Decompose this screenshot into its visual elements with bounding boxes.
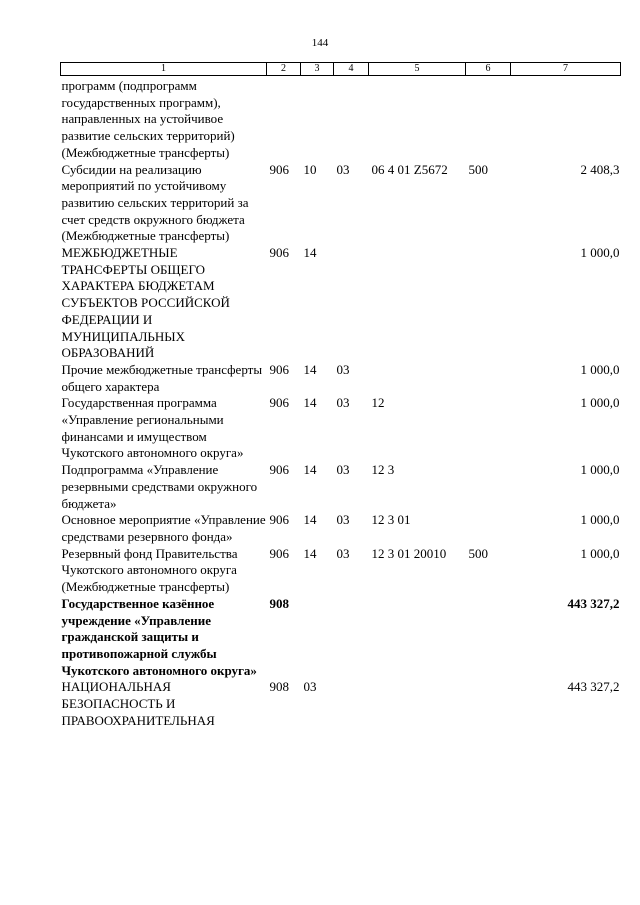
column-header-3: 3 xyxy=(301,63,334,76)
subsection-code-cell: 03 xyxy=(336,395,350,411)
section-code-cell xyxy=(301,76,334,162)
chapter-code-cell: 906 xyxy=(269,462,289,478)
subsection-code-cell xyxy=(334,245,369,362)
chapter-code-cell: 906 xyxy=(269,545,289,561)
chapter-code-cell: 908 xyxy=(269,679,289,695)
table-row xyxy=(61,76,621,162)
expense-type-cell xyxy=(466,512,511,545)
table-row xyxy=(61,596,621,680)
table-row xyxy=(61,162,621,246)
amount-cell: 1 000,0 xyxy=(580,512,620,528)
subsection-code-cell xyxy=(334,596,369,680)
expense-type-cell xyxy=(466,462,511,512)
target-article-cell: 12 3 xyxy=(371,462,395,478)
row-name-cell: МЕЖБЮДЖЕТНЫЕ ТРАНСФЕРТЫ ОБЩЕГО ХАРАКТЕРА БЮДЖЕТАМ СУБЪЕКТОВ РОССИЙСКОЙ ФЕДЕРАЦИИ И МУНИЦИПАЛЬНЫХ ОБРАЗОВАНИЙ xyxy=(61,245,230,361)
amount-cell: 443 327,2 xyxy=(567,595,620,611)
row-name-cell: Подпрограмма «Управление резервными средствами окружного бюджета» xyxy=(61,462,258,511)
amount-cell: 1 000,0 xyxy=(580,245,620,261)
row-name-cell: Резервный фонд Правительства Чукотского автономного округа (Межбюджетные трансферты) xyxy=(61,545,238,595)
column-header-1: 1 xyxy=(61,63,267,76)
subsection-code-cell: 03 xyxy=(336,512,350,528)
row-name-cell: Государственное казённое учреждение «Управление гражданской защиты и противопожарной службы Чукотского автономного округа» xyxy=(61,595,257,678)
target-article-cell xyxy=(369,596,466,680)
column-header-6: 6 xyxy=(466,63,511,76)
chapter-code-cell: 906 xyxy=(269,361,289,377)
table-row xyxy=(61,462,621,512)
amount-cell: 2 408,3 xyxy=(580,161,620,177)
target-article-cell xyxy=(369,245,466,362)
table-row xyxy=(61,245,621,362)
table-row xyxy=(61,512,621,545)
section-code-cell: 14 xyxy=(303,361,317,377)
section-code-cell: 14 xyxy=(303,395,317,411)
expense-type-cell: 500 xyxy=(468,545,488,561)
subsection-code-cell: 03 xyxy=(336,545,350,561)
section-code-cell: 10 xyxy=(303,161,317,177)
section-code-cell: 14 xyxy=(303,545,317,561)
table-header xyxy=(61,63,621,76)
section-code-cell: 03 xyxy=(303,679,317,695)
expense-type-cell xyxy=(466,596,511,680)
row-name-cell: программ (подпрограмм государственных программ), направленных на устойчивое развитие сельских территорий) (Межбюджетные трансферты) xyxy=(61,78,235,160)
column-header-5: 5 xyxy=(369,63,466,76)
chapter-code-cell xyxy=(267,76,301,162)
amount-cell: 1 000,0 xyxy=(580,361,620,377)
subsection-code-cell xyxy=(334,679,369,729)
expense-type-cell xyxy=(466,679,511,729)
budget-table xyxy=(60,62,621,729)
amount-cell: 443 327,2 xyxy=(567,679,620,695)
column-header-4: 4 xyxy=(334,63,369,76)
row-name-cell: НАЦИОНАЛЬНАЯ БЕЗОПАСНОСТЬ И ПРАВООХРАНИТЕЛЬНАЯ xyxy=(61,679,215,728)
chapter-code-cell: 906 xyxy=(269,245,289,261)
target-article-cell xyxy=(369,679,466,729)
table-row xyxy=(61,546,621,596)
target-article-cell: 12 xyxy=(371,395,385,411)
table-row xyxy=(61,679,621,729)
amount-cell: 1 000,0 xyxy=(580,462,620,478)
section-code-cell xyxy=(301,596,334,680)
chapter-code-cell: 906 xyxy=(269,512,289,528)
expense-type-cell xyxy=(466,362,511,395)
target-article-cell xyxy=(369,76,466,162)
expense-type-cell xyxy=(466,76,511,162)
subsection-code-cell: 03 xyxy=(336,462,350,478)
row-name-cell: Прочие межбюджетные трансферты общего характера xyxy=(61,361,263,394)
column-header-7: 7 xyxy=(511,63,621,76)
subsection-code-cell xyxy=(334,76,369,162)
subsection-code-cell: 03 xyxy=(336,161,350,177)
expense-type-cell xyxy=(466,245,511,362)
table-row xyxy=(61,395,621,462)
amount-cell: 1 000,0 xyxy=(580,545,620,561)
row-name-cell: Государственная программа «Управление региональными финансами и имуществом Чукотского автономного округа» xyxy=(61,395,244,461)
target-article-cell: 12 3 01 xyxy=(371,512,411,528)
amount-cell: 1 000,0 xyxy=(580,395,620,411)
expense-type-cell: 500 xyxy=(468,161,488,177)
section-code-cell: 14 xyxy=(303,512,317,528)
table-body xyxy=(61,76,621,730)
chapter-code-cell: 906 xyxy=(269,395,289,411)
table-row xyxy=(61,362,621,395)
target-article-cell: 12 3 01 20010 xyxy=(371,545,447,561)
subsection-code-cell: 03 xyxy=(336,361,350,377)
row-name-cell: Субсидии на реализацию мероприятий по устойчивому развитию сельских территорий за счет средств окружного бюджета (Межбюджетные трансферты) xyxy=(61,161,249,244)
column-number-row xyxy=(61,63,621,76)
target-article-cell: 06 4 01 Z5672 xyxy=(371,161,448,177)
column-header-2: 2 xyxy=(267,63,301,76)
page-number: 144 xyxy=(311,37,329,49)
target-article-cell xyxy=(369,362,466,395)
expense-type-cell xyxy=(466,395,511,462)
chapter-code-cell: 906 xyxy=(269,161,289,177)
section-code-cell: 14 xyxy=(303,462,317,478)
section-code-cell: 14 xyxy=(303,245,317,261)
row-name-cell: Основное мероприятие «Управление средствами резервного фонда» xyxy=(61,512,266,544)
chapter-code-cell: 908 xyxy=(269,595,289,611)
amount-cell xyxy=(511,76,621,162)
